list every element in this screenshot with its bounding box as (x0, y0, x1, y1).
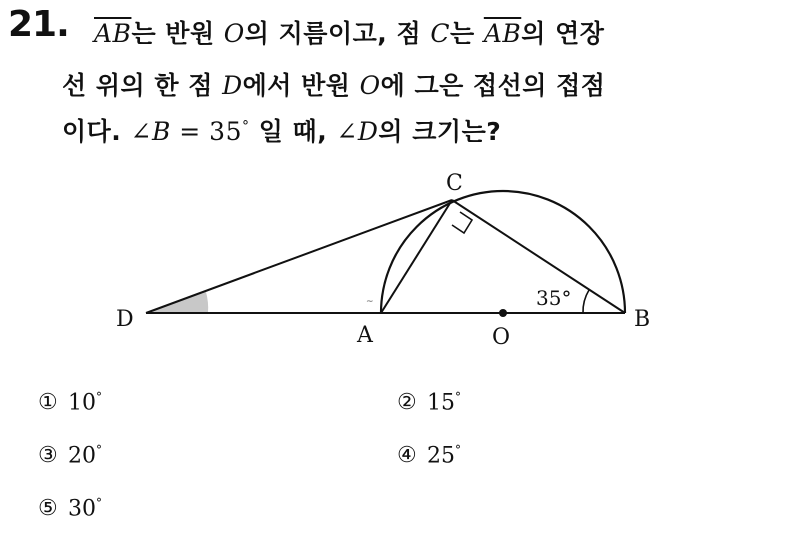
angle-d: ∠D (336, 117, 379, 146)
label-b: B (634, 307, 651, 332)
segment-ab: $\overline{AB}$ (94, 19, 132, 48)
choice-3[interactable] (38, 443, 102, 468)
choice-mark: ① (38, 390, 58, 416)
equals-35: = 35 (170, 117, 242, 146)
choice-mark: ③ (38, 443, 58, 469)
semicircle-arc (381, 191, 625, 313)
text: 의 연장 (521, 19, 605, 48)
text: 는 반원 (131, 19, 224, 48)
label-d: D (116, 307, 134, 332)
choice-2[interactable] (397, 390, 461, 415)
choice-value: 20 (68, 443, 96, 469)
point-o: O (359, 71, 381, 100)
point-c: C (430, 19, 450, 48)
chord-ac (381, 200, 452, 313)
choice-value: 15 (427, 390, 455, 416)
choice-unit: ° (455, 390, 461, 404)
choice-unit: ° (96, 443, 102, 457)
choice-4[interactable] (397, 443, 461, 468)
choice-mark: ② (397, 390, 417, 416)
text: 의 크기는? (378, 117, 502, 146)
text: 에 그은 접선의 접점 (380, 71, 606, 100)
point-o: O (223, 19, 245, 48)
label-c: C (446, 171, 463, 196)
choice-mark: ④ (397, 443, 417, 469)
text: 의 지름이고, 점 (244, 19, 431, 48)
text: 는 (449, 19, 484, 48)
question-number: 21. (8, 4, 69, 45)
point-d: D (222, 71, 243, 100)
label-o: O (492, 325, 511, 350)
choice-value: 25 (427, 443, 455, 469)
angle-b: ∠B (130, 117, 171, 146)
degree-symbol: ° (242, 118, 250, 135)
choice-value: 10 (68, 390, 96, 416)
choice-value: 30 (68, 496, 96, 522)
tick-mark: ~ (366, 297, 374, 307)
text: 이다. (62, 117, 131, 146)
text: 일 때, (249, 117, 337, 146)
right-angle-mark (452, 212, 472, 233)
choice-1[interactable] (38, 390, 102, 415)
angle-b-arc (583, 290, 589, 313)
text: 에서 반원 (242, 71, 360, 100)
choice-unit: ° (96, 496, 102, 510)
tangent-dc (146, 200, 452, 313)
label-a: A (357, 323, 373, 348)
text: 선 위의 한 점 (62, 71, 223, 100)
choice-mark: ⑤ (38, 496, 58, 522)
center-o-dot (499, 309, 507, 317)
segment-ab-2: $\overline{AB}$ (483, 19, 522, 48)
label-angle-b: 35° (536, 286, 572, 310)
choice-unit: ° (455, 443, 461, 457)
choice-5[interactable] (38, 496, 102, 521)
choice-unit: ° (96, 390, 102, 404)
